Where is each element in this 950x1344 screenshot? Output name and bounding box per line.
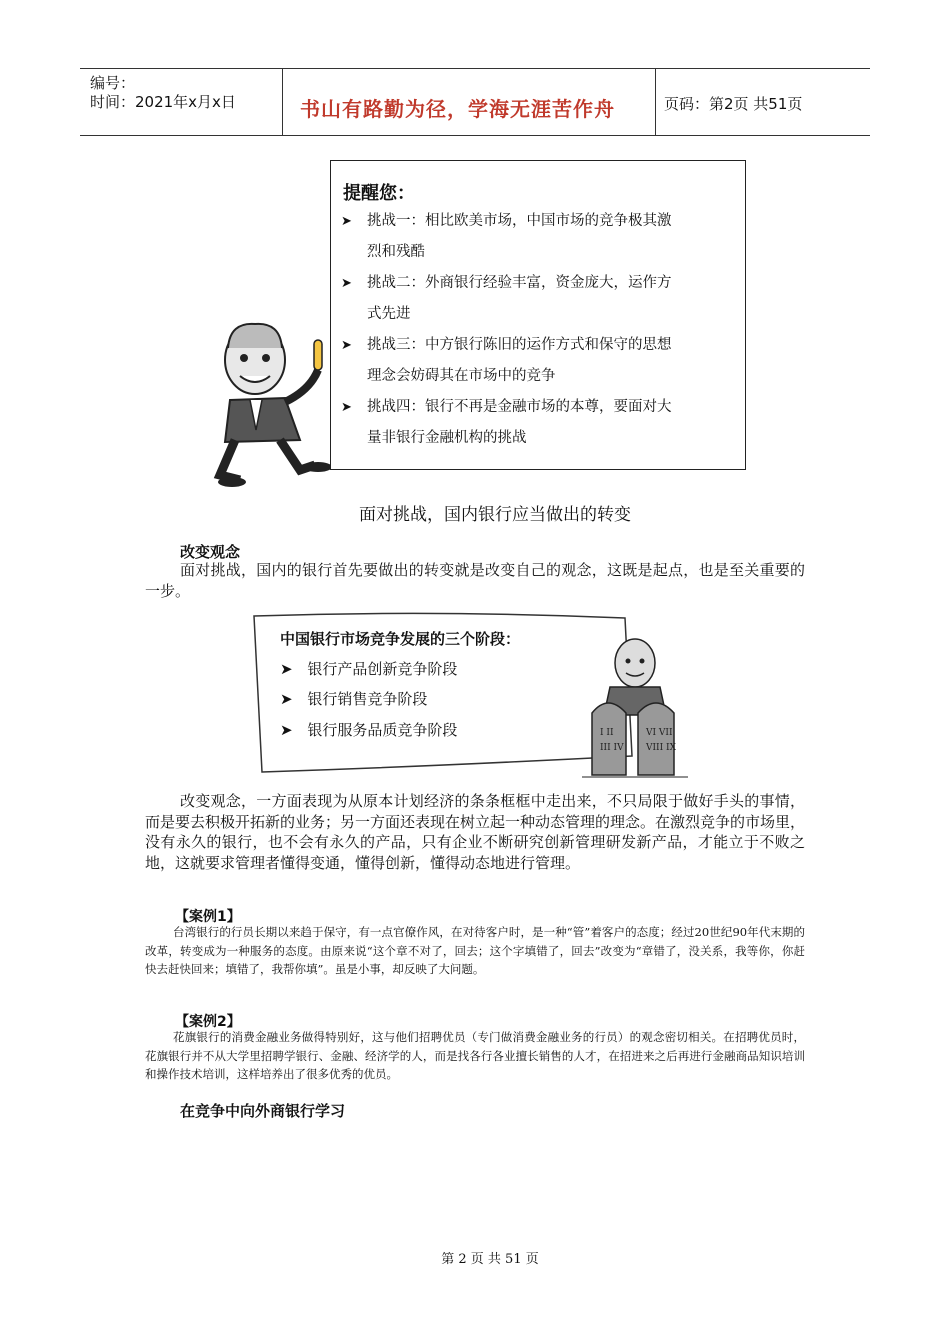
case2-text: 花旗银行的消费金融业务做得特别好，这与他们招聘优员（专门做消费金融业务的行员）的观念密切相关。在招聘优员时，花旗银行并不从大学里招聘学银行、金融、经济学的人，而是找各行各业擅长销售的人才，在招进来之后再进行金融商品知识培训和操作技术培训，这样培养出了很多优秀的优员。 [145,1030,805,1081]
doc-number-label: 编号： [90,74,136,92]
header-bottom-border [80,135,870,136]
svg-text:VIII IX: VIII IX [646,743,676,753]
arrow-bullet-icon: ➤ [341,214,352,229]
arrow-bullet-icon: ➤ [280,690,293,708]
arrow-bullet-icon: ➤ [341,338,352,353]
header-page-code: 页码：第2页 共51页 [664,95,803,113]
reminder-item: ➤ 挑战二：外商银行经验丰富，资金庞大，运作方 式先进 [341,268,733,330]
reminder-title: 提醒您： [343,183,415,204]
case1-title: 【案例1】 [175,909,241,925]
learn-heading: 在竞争中向外商银行学习 [180,1102,346,1120]
arrow-bullet-icon: ➤ [280,721,293,739]
svg-text:VI VII: VI VII [646,728,673,738]
arrow-bullet-icon: ➤ [341,400,352,415]
svg-text:III IV: III IV [600,743,624,753]
header-divider [282,68,283,135]
stage-item: ➤ 银行服务品质竞争阶段 [280,721,458,739]
section-title: 面对挑战，国内银行应当做出的转变 [359,505,631,525]
header-top-border [80,68,870,69]
svg-text:I II: I II [600,728,614,738]
header-divider [655,68,656,135]
reminder-box [330,160,746,470]
stages-title: 中国银行市场竞争发展的三个阶段： [280,630,521,648]
stage-item: ➤ 银行产品创新竞争阶段 [280,660,458,678]
paragraph-intro: 面对挑战，国内的银行首先要做出的转变就是改变自己的观念，这既是起点，也是至关重要的一步。 [145,561,805,600]
change-heading: 改变观念 [180,543,241,561]
case1-text: 台湾银行的行员长期以来趋于保守，有一点官僚作风，在对待客户时，是一种“管”着客户的态度；经过20世纪90年代末期的改革，转变成为一种服务的态度。由原来说“这个章不对了，回去；这个字填错了，回去”改变为“章错了，没关系，我等你，你赶快去赶快回来；填错了，我帮你填”。虽是小事，却反映了大问题。 [145,925,805,976]
doc-time-label: 时间：2021年x月x日 [90,93,236,111]
reminder-item: ➤ 挑战一：相比欧美市场，中国市场的竞争极其激 烈和残酷 [341,206,733,268]
arrow-bullet-icon: ➤ [280,660,293,678]
header-motto: 书山有路勤为径，学海无涯苦作舟 [300,97,615,121]
arrow-bullet-icon: ➤ [341,276,352,291]
reminder-item: ➤ 挑战三：中方银行陈旧的运作方式和保守的思想 理念会妨碍其在市场中的竞争 [341,330,733,392]
case2-title: 【案例2】 [175,1014,241,1030]
man-with-tablets-illustration [580,635,690,780]
paragraph-change-concept: 改变观念，一方面表现为从原本计划经济的条条框框中走出来，不只局限于做好手头的事情，而是要去积极开拓新的业务；另一方面还表现在树立起一种动态管理的理念。在激烈竞争的市场里，没有永久的银行，也不会有永久的产品，只有企业不断研究创新管理研发新产品，才能立于不败之地，这就要求管理者懂得变通，懂得创新，懂得动态地进行管理。 [145,792,806,872]
reminder-item: ➤ 挑战四：银行不再是金融市场的本尊，要面对大 量非银行金融机构的挑战 [341,392,733,454]
stage-item: ➤ 银行销售竞争阶段 [280,690,428,708]
businessman-illustration [190,310,350,490]
page-footer: 第 2 页 共 51 页 [441,1252,539,1267]
